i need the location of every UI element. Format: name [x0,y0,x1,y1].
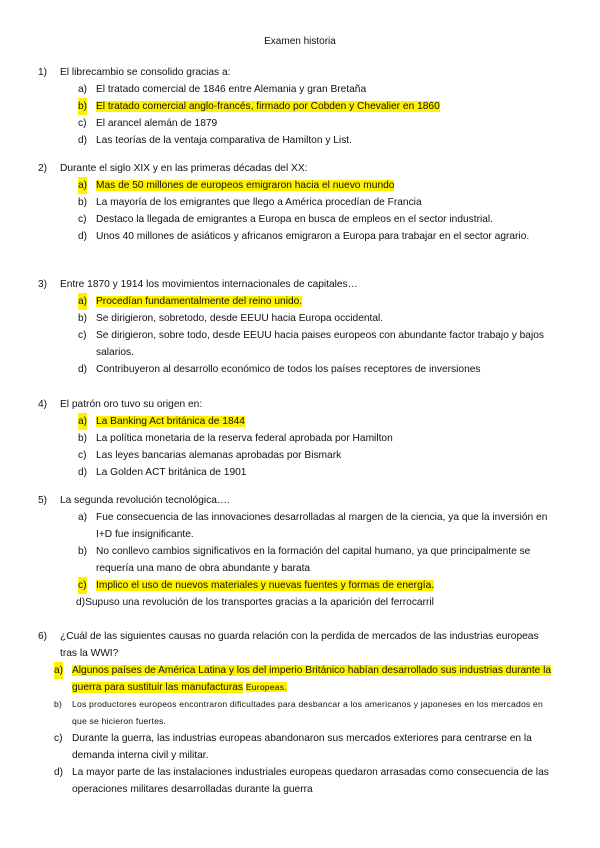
question-4 [38,396,558,481]
question-text: La segunda revolución tecnológica…. [60,495,230,506]
option-text: Implico el uso de nuevos materiales y nuevas fuentes y formas de energía. [96,580,435,591]
option-text: Se dirigieron, sobretodo, desde EEUU hacia Europa occidental. [96,313,384,324]
option-text: La Banking Act británica de 1844 [96,416,245,427]
question-text: Durante el siglo XIX y en las primeras décadas del XX: [60,163,308,174]
option-text: El tratado comercial anglo-francés, firmado por Cobden y Chevalier en 1860 [96,101,440,112]
option-d: d) Las teorías de la ventaja comparativa de Hamilton y List. [78,135,352,146]
option-text: Los productores europeos encontraron dificultades para desbancar a los americanos y japoneses en los mercados en que se hicieron fuertes. [72,699,543,726]
option-text: Las leyes bancarias alemanas aprobadas por Bismark [96,450,342,461]
option-d: d) La mayor parte de las instalaciones industriales europeas quedaron arrasadas como consecuencia de las operaciones militares desarrolladas durante la guerra [54,767,549,795]
question-2 [38,160,558,245]
option-b: b) La mayoría de los emigrantes que llego a América procedían de Francia [78,197,422,208]
question-6 [38,628,558,798]
option-c: c) El arancel alemán de 1879 [78,118,218,129]
option-a-highlighted: a) Procedían fundamentalmente del reino unido. [78,293,558,310]
option-d: d) La Golden ACT británica de 1901 [78,467,247,478]
option-text: La política monetaria de la reserva federal aprobada por Hamilton [96,433,393,444]
question-number: 2) [38,163,48,174]
question-number: 4) [38,399,48,410]
option-a: a) El tratado comercial de 1846 entre Alemania y gran Bretaña [78,84,367,95]
option-text: Destaco la llegada de emigrantes a Europa en busca de empleos en el sector industrial. [96,214,493,225]
option-text: La Golden ACT británica de 1901 [96,467,247,478]
option-text: Durante la guerra, las industrias europeas abandonaron sus mercados exteriores para centrarse en la demanda interna civil y militar. [72,733,532,761]
option-a: a) Fue consecuencia de las innovaciones desarrolladas al margen de la ciencia, ya que la inversión en I+D fue insignificante. [78,512,548,540]
question-number: 5) [38,495,48,506]
question-text: ¿Cuál de las siguientes causas no guarda relación con la perdida de mercados de las industrias europeas tras la WWI? [60,631,539,659]
question-number: 3) [38,279,48,290]
option-text: Supuso una revolución de los transportes gracias a la aparición del ferrocarril [85,597,434,608]
option-text: Las teorías de la ventaja comparativa de Hamilton y List. [96,135,352,146]
option-text: La mayoría de los emigrantes que llego a América procedían de Francia [96,197,422,208]
option-c: c) Destaco la llegada de emigrantes a Europa en busca de empleos en el sector industrial. [78,214,493,225]
question-1 [38,64,558,149]
question-number: 1) [38,67,48,78]
question-3 [38,276,558,378]
option-b: b) Los productores europeos encontraron dificultades para desbancar a los americanos y japoneses en los mercados en que se hicieron fuertes. [54,699,543,726]
option-text: El tratado comercial de 1846 entre Alemania y gran Bretaña [96,84,367,95]
option-text: Unos 40 millones de asiáticos y africanos emigraron a Europa para trabajar en el sector agrario. [96,231,530,242]
option-text: Mas de 50 millones de europeos emigraron hacia el nuevo mundo [96,180,395,191]
question-text: Entre 1870 y 1914 los movimientos internacionales de capitales… [60,279,358,290]
question-5 [38,492,558,611]
option-b: b) No conllevo cambios significativos en la formación del capital humano, ya que principalmente se requería una mano de obra abundante y barata [78,546,531,574]
option-c: c) Durante la guerra, las industrias europeas abandonaron sus mercados exteriores para centrarse en la demanda interna civil y militar. [54,733,532,761]
option-d: d)Supuso una revolución de los transportes gracias a la aparición del ferrocarril [76,597,434,608]
option-text: Procedían fundamentalmente del reino unido. [96,296,303,307]
option-text: No conllevo cambios significativos en la formación del capital humano, ya que principalmente se requería una mano de obra abundante y barata [96,546,531,574]
option-text-tail: Europeas. [245,682,287,692]
option-text: Algunos países de América Latina y los del imperio Británico habían desarrollado sus industrias durante la guerra para sustituir las manufacturas [72,665,552,693]
option-b: b) La política monetaria de la reserva federal aprobada por Hamilton [78,433,393,444]
option-c-highlighted: c) Implico el uso de nuevos materiales y nuevas fuentes y formas de energía. [78,577,558,594]
option-a-highlighted: a) La Banking Act británica de 1844 [78,413,558,430]
option-text: El arancel alemán de 1879 [96,118,218,129]
option-a-highlighted: a) Mas de 50 millones de europeos emigraron hacia el nuevo mundo [78,177,558,194]
option-a-highlighted: a) Algunos países de América Latina y los del imperio Británico habían desarrollado sus industrias durante la guerra para sustituir las manufacturas Europeas. [54,662,558,696]
option-b: b) Se dirigieron, sobretodo, desde EEUU hacia Europa occidental. [78,313,384,324]
option-text: Fue consecuencia de las innovaciones desarrolladas al margen de la ciencia, ya que la inversión en I+D fue insignificante. [96,512,548,540]
question-text: El patrón oro tuvo su origen en: [60,399,203,410]
question-number: 6) [38,631,48,642]
option-d: d) Unos 40 millones de asiáticos y africanos emigraron a Europa para trabajar en el sector agrario. [78,231,530,242]
option-d: d) Contribuyeron al desarrollo económico de todos los países receptores de inversiones [78,364,481,375]
option-text: Se dirigieron, sobre todo, desde EEUU hacia paises europeos con abundante factor trabajo y bajos salarios. [96,330,544,358]
option-b-highlighted: b) El tratado comercial anglo-francés, firmado por Cobden y Chevalier en 1860 [78,98,558,115]
question-text: El librecambio se consolido gracias a: [60,67,231,78]
option-c: c) Las leyes bancarias alemanas aprobadas por Bismark [78,450,342,461]
option-text: Contribuyeron al desarrollo económico de todos los países receptores de inversiones [96,364,481,375]
page-title: Examen historia [264,36,336,47]
option-c: c) Se dirigieron, sobre todo, desde EEUU hacia paises europeos con abundante factor trabajo y bajos salarios. [78,330,544,358]
option-text: La mayor parte de las instalaciones industriales europeas quedaron arrasadas como consecuencia de las operaciones militares desarrolladas durante la guerra [72,767,549,795]
